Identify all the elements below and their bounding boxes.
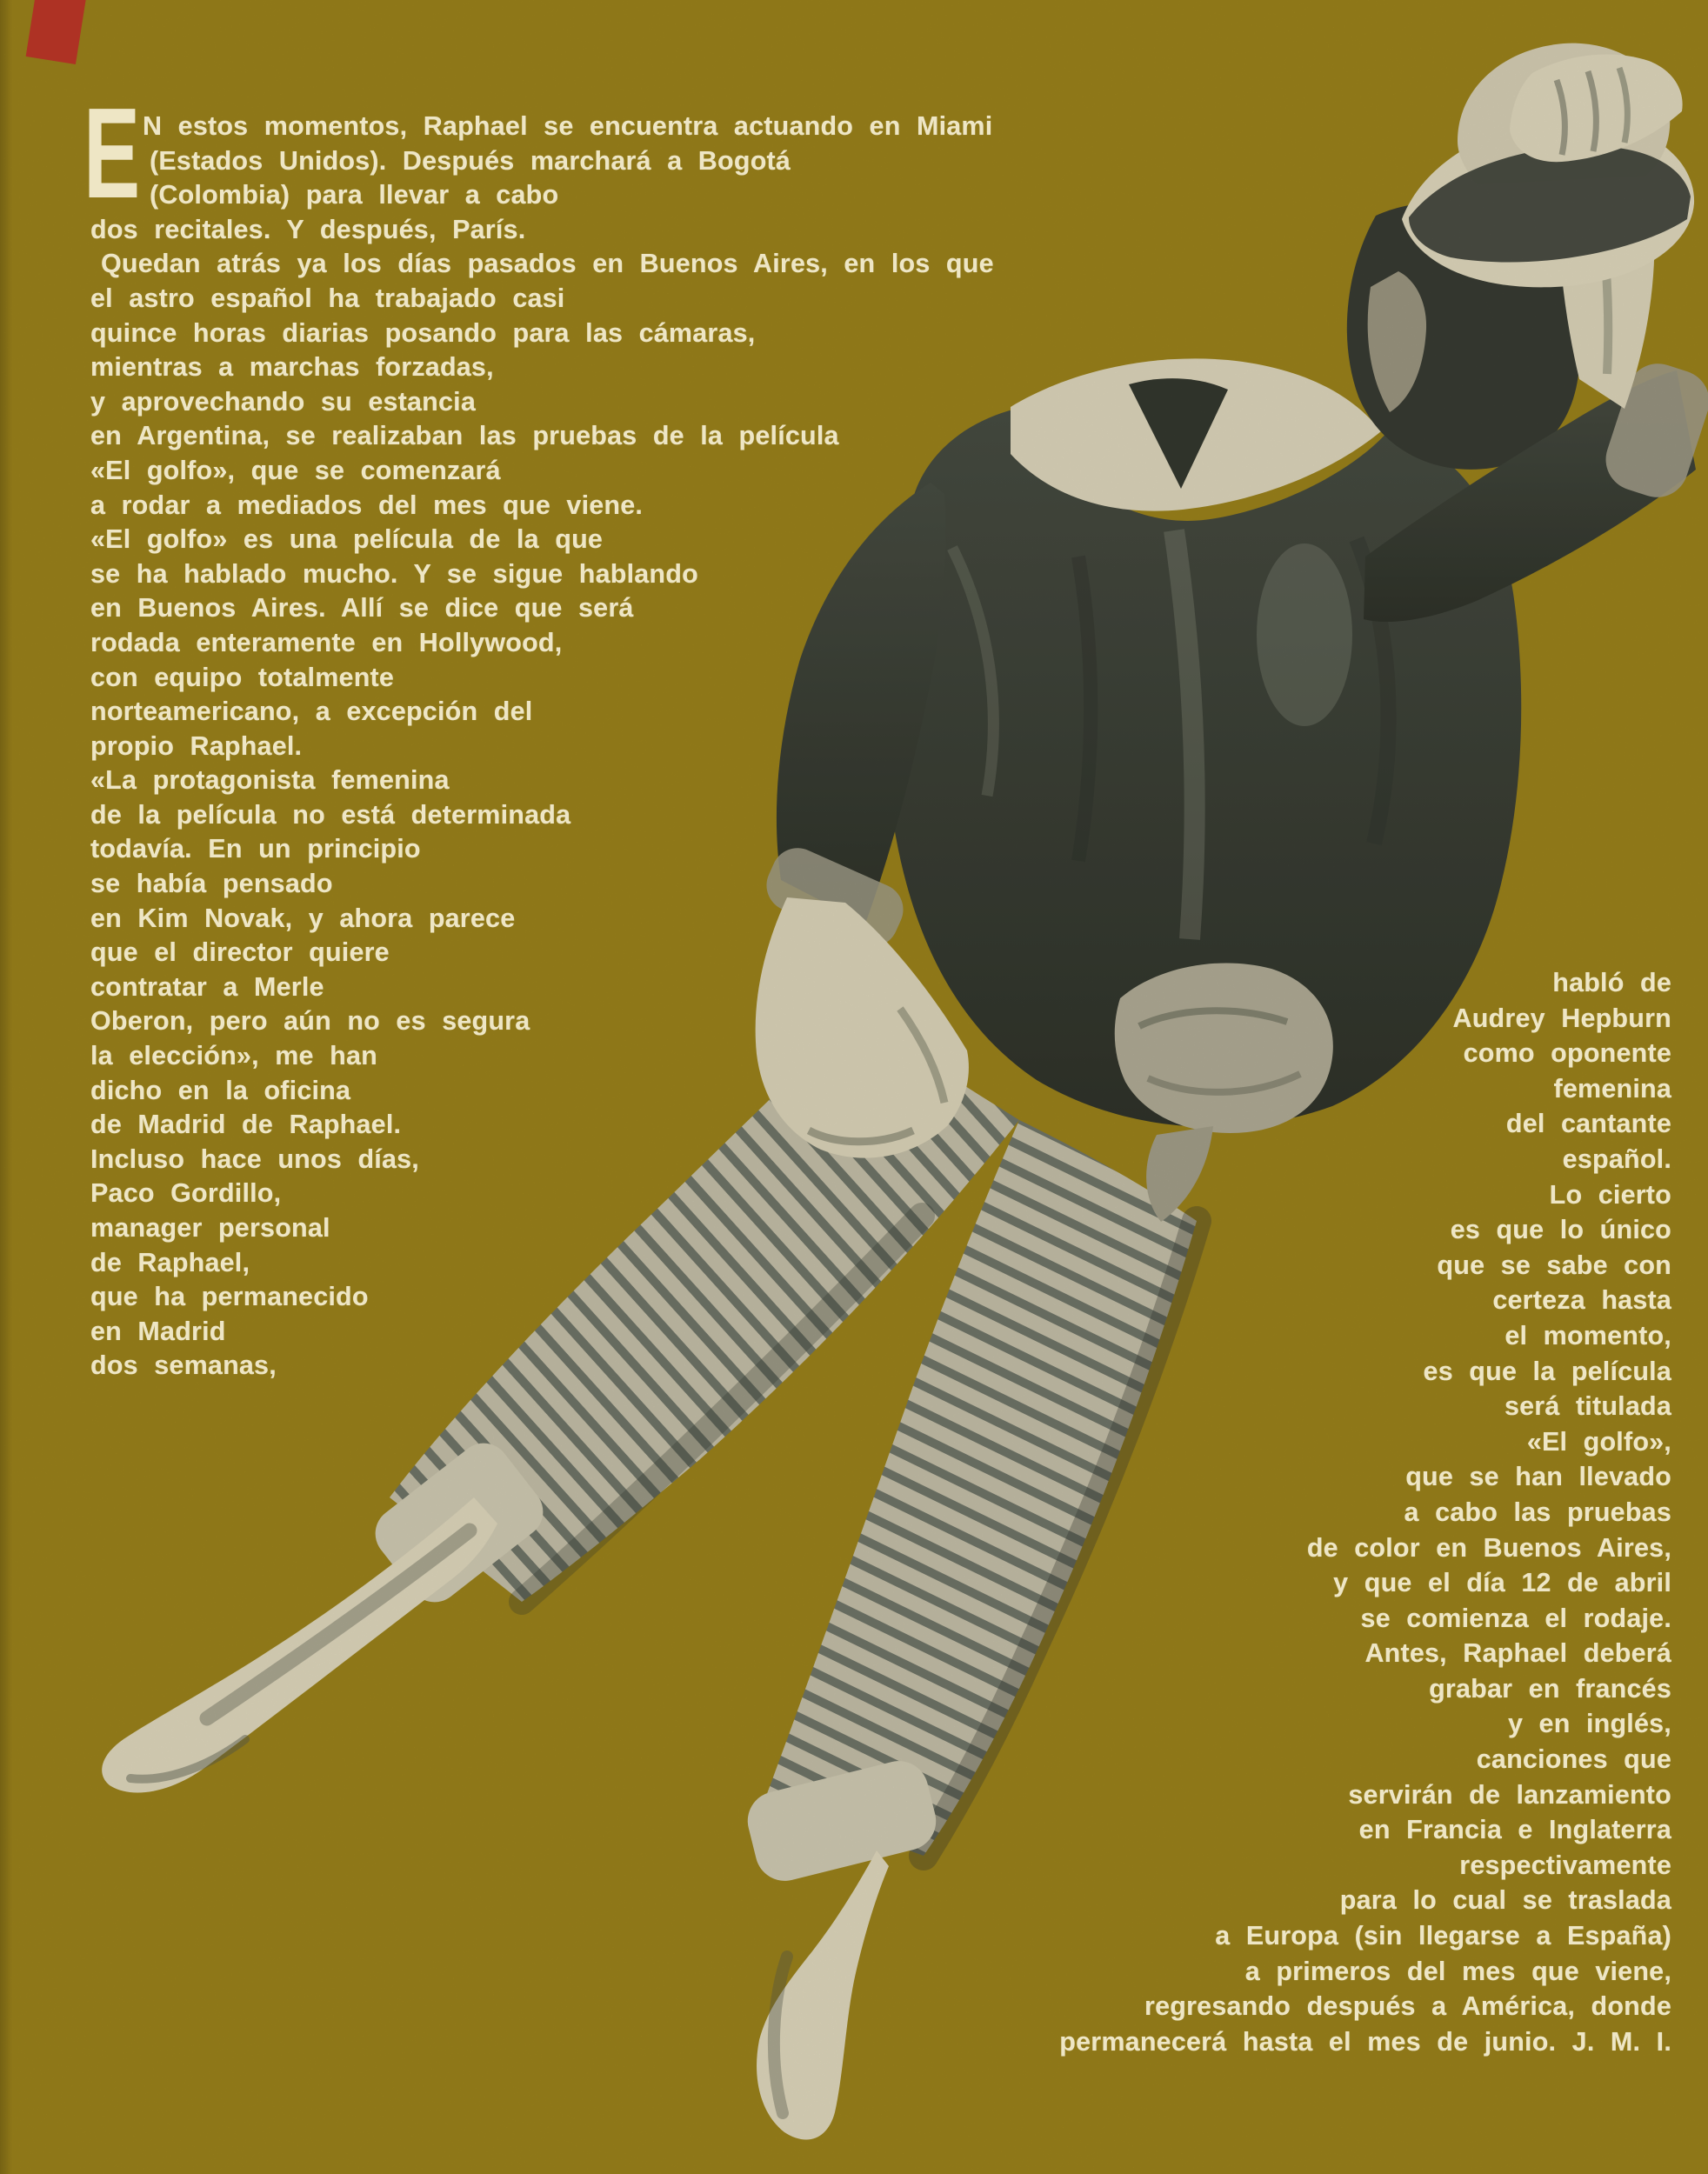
text-line: como oponente — [1463, 1038, 1671, 1069]
text-line: (Colombia) para llevar a cabo — [150, 180, 559, 210]
text-line: que se sabe con — [1437, 1250, 1671, 1280]
text-line: «El golfo», que se comenzará — [90, 455, 501, 485]
text-line: es que lo único — [1450, 1215, 1671, 1245]
text-line: femenina — [1553, 1073, 1671, 1104]
text-line: a rodar a mediados del mes que viene. — [90, 490, 644, 520]
text-line: de Madrid de Raphael. — [90, 1110, 402, 1140]
text-line: Paco Gordillo, — [90, 1178, 282, 1209]
text-line: que se han llevado — [1405, 1462, 1671, 1492]
text-line: N estos momentos, Raphael se encuentra actuando en Miami — [143, 111, 993, 141]
text-line: manager personal — [90, 1213, 330, 1243]
text-line: contratar a Merle — [90, 971, 324, 1002]
text-line: a primeros del mes que viene, — [1244, 1956, 1671, 1986]
text-line: se ha hablado mucho. Y se sigue hablando — [90, 558, 698, 589]
text-line: la elección», me han — [90, 1041, 377, 1071]
text-line: respectivamente — [1459, 1850, 1671, 1880]
text-line: Lo cierto — [1549, 1179, 1671, 1210]
text-line: se había pensado — [90, 869, 333, 899]
text-line: rodada enteramente en Hollywood, — [90, 627, 563, 657]
text-line: de color en Buenos Aires, — [1306, 1532, 1671, 1563]
text-line: habló de — [1552, 968, 1671, 997]
text-line: que ha permanecido — [90, 1282, 369, 1312]
text-line: y que el día 12 de abril — [1333, 1568, 1671, 1598]
text-line: canciones que — [1476, 1744, 1671, 1775]
text-line: español. — [1562, 1144, 1671, 1174]
text-line: dicho en la oficina — [90, 1075, 351, 1105]
text-line: es que la película — [1423, 1356, 1671, 1386]
text-line: en Madrid — [90, 1316, 226, 1346]
text-line: propio Raphael. — [90, 730, 303, 761]
text-line: el astro español ha trabajado casi — [90, 283, 565, 313]
text-line: Quedan atrás ya los días pasados en Buenos Aires, en los que — [101, 249, 994, 279]
text-line: del cantante — [1505, 1109, 1671, 1139]
text-line: con equipo totalmente — [90, 662, 395, 692]
text-line: en Kim Novak, y ahora parece — [90, 903, 516, 933]
drop-cap: E — [83, 82, 141, 225]
text-line: todavía. En un principio — [90, 834, 421, 864]
text-line: y en inglés, — [1507, 1709, 1671, 1739]
text-line: de Raphael, — [90, 1247, 250, 1277]
text-line: servirán de lanzamiento — [1348, 1779, 1671, 1810]
text-line: y aprovechando su estancia — [90, 386, 476, 417]
text-line: de la película no está determinada — [90, 799, 571, 830]
text-line: a cabo las pruebas — [1404, 1497, 1671, 1527]
text-line: (Estados Unidos). Después marchará a Bogotá — [150, 145, 791, 176]
text-line: certeza hasta — [1492, 1285, 1671, 1316]
text-line: Antes, Raphael deberá — [1364, 1638, 1671, 1669]
text-line: dos recitales. Y después, París. — [90, 214, 526, 244]
text-line: en Francia e Inglaterra — [1358, 1815, 1671, 1845]
text-line: el momento, — [1505, 1320, 1671, 1350]
text-line: «La protagonista femenina — [90, 765, 450, 796]
text-line: grabar en francés — [1429, 1673, 1671, 1704]
text-line: «El golfo», — [1526, 1426, 1671, 1457]
text-line: regresando después a América, donde — [1144, 1991, 1671, 2022]
text-line: en Buenos Aires. Allí se dice que será — [90, 593, 634, 624]
text-line: Oberon, pero aún no es segura — [90, 1006, 530, 1037]
right-text-column — [819, 965, 1671, 2059]
text-line: mientras a marchas forzadas, — [90, 352, 494, 383]
text-line: «El golfo» es una película de la que — [90, 524, 604, 555]
text-line: que el director quiere — [90, 937, 390, 968]
text-line: en Argentina, se realizaban las pruebas de la película — [90, 421, 839, 451]
text-line: norteamericano, a excepción del — [90, 697, 533, 727]
text-line: dos semanas, — [90, 1350, 277, 1381]
text-line: quince horas diarias posando para las cámaras, — [90, 317, 756, 348]
text-line: Incluso hace unos días, — [90, 1144, 419, 1174]
text-line: Audrey Hepburn — [1452, 1003, 1671, 1033]
text-line: para lo cual se traslada — [1339, 1885, 1671, 1916]
text-line: a Europa (sin llegarse a España) — [1215, 1921, 1671, 1951]
text-line: se comienza el rodaje. — [1360, 1603, 1671, 1633]
text-line: permanecerá hasta el mes de junio. J. M. I. — [1059, 2026, 1671, 2057]
text-line: será titulada — [1504, 1391, 1671, 1422]
